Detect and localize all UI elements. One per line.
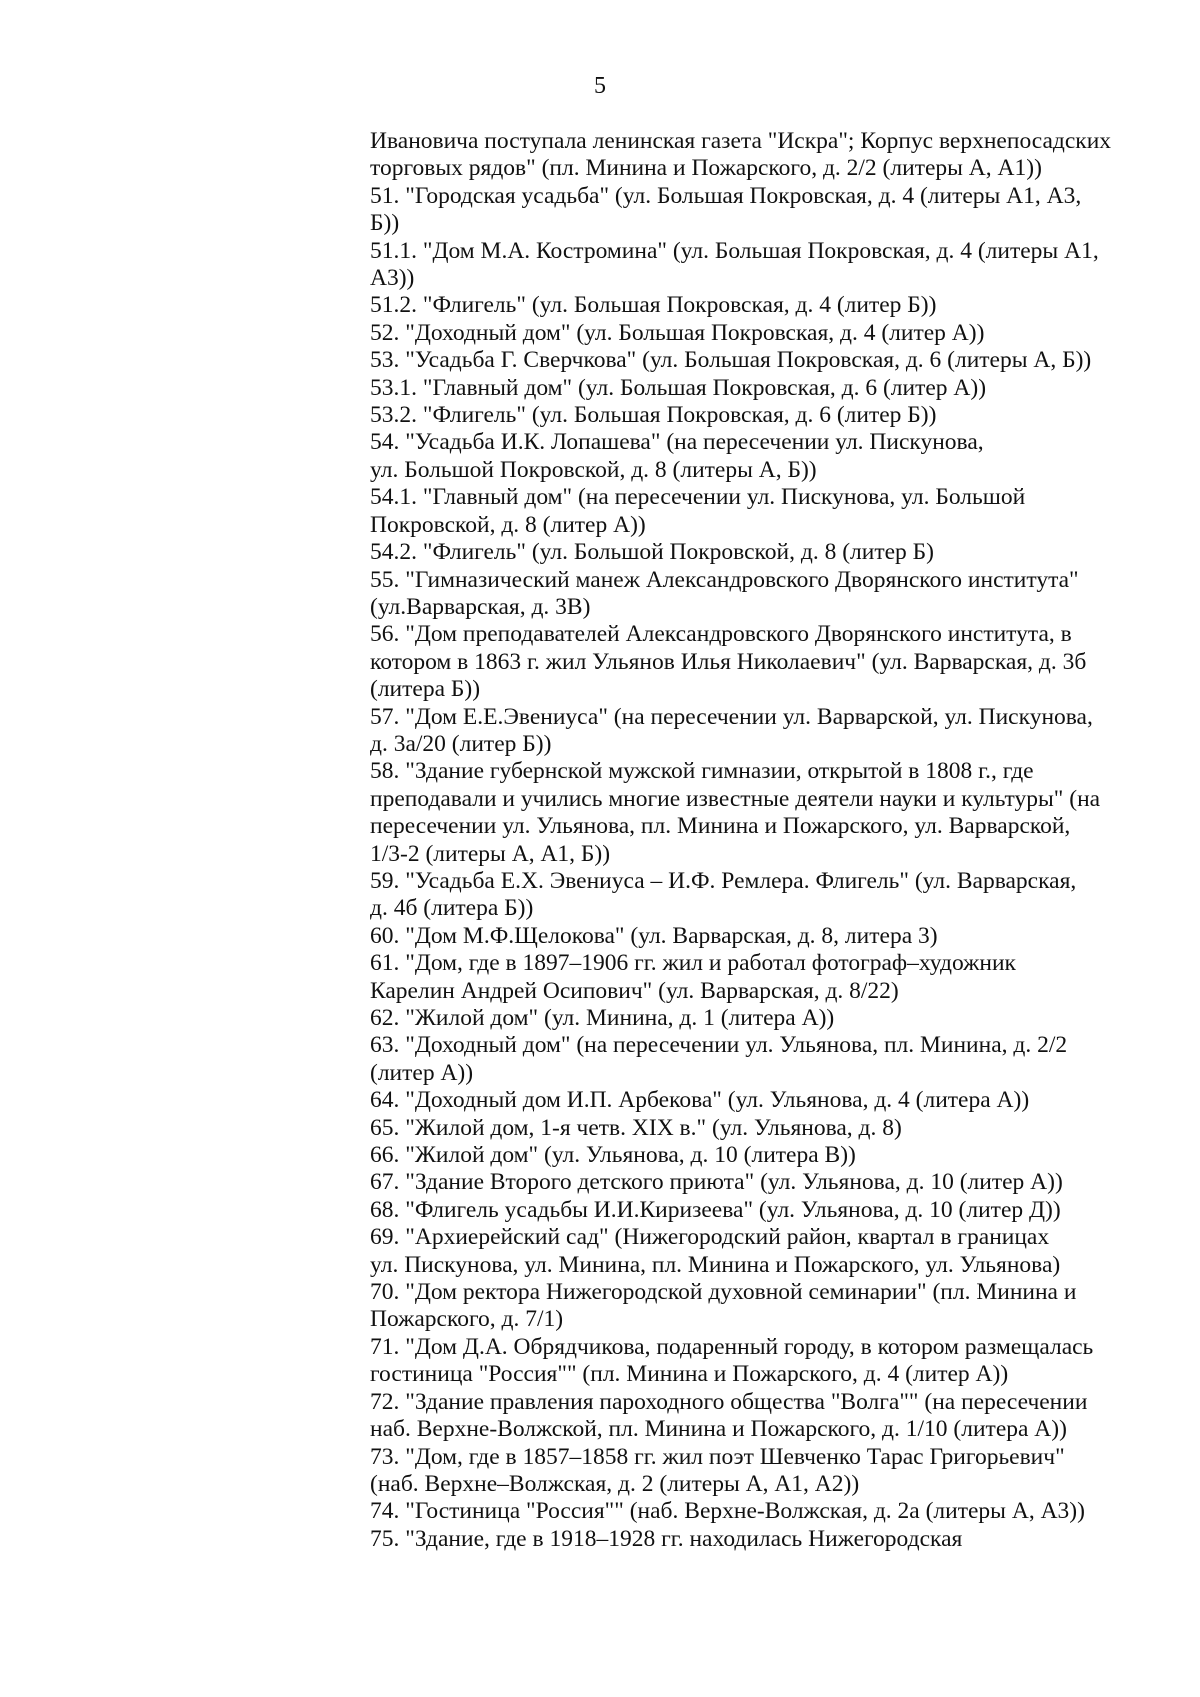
text-line: котором в 1863 г. жил Ульянов Илья Николаевич" (ул. Варварская, д. 3б bbox=[370, 648, 1087, 675]
text-line: 75. "Здание, где в 1918–1928 гг. находилась Нижегородская bbox=[370, 1525, 963, 1552]
text-line: 53.2. "Флигель" (ул. Большая Покровская, д. 6 (литер Б)) bbox=[370, 402, 937, 429]
text-line: 51. "Городская усадьба" (ул. Большая Покровская, д. 4 (литеры А1, А3, bbox=[370, 182, 1082, 209]
text-line: 68. "Флигель усадьбы И.И.Киризеева" (ул. Ульянова, д. 10 (литер Д)) bbox=[370, 1196, 1061, 1223]
text-line: 59. "Усадьба Е.Х. Эвениуса – И.Ф. Ремлера. Флигель" (ул. Варварская, bbox=[370, 867, 1077, 894]
text-line: 53.1. "Главный дом" (ул. Большая Покровская, д. 6 (литер А)) bbox=[370, 374, 987, 401]
text-line: Пожарского, д. 7/1) bbox=[370, 1306, 564, 1333]
text-line: 67. "Здание Второго детского приюта" (ул. Ульянова, д. 10 (литер А)) bbox=[370, 1169, 1063, 1196]
text-line: Покровской, д. 8 (литер А)) bbox=[370, 511, 646, 538]
text-line: 55. "Гимназический манеж Александровского Дворянского института" bbox=[370, 566, 1079, 593]
text-line: Б)) bbox=[370, 210, 400, 237]
text-line: преподавали и учились многие известные деятели науки и культуры" (на bbox=[370, 785, 1101, 812]
text-line: (ул.Варварская, д. 3В) bbox=[370, 593, 591, 620]
text-line: 66. "Жилой дом" (ул. Ульянова, д. 10 (литера В)) bbox=[370, 1142, 856, 1169]
text-line: 61. "Дом, где в 1897–1906 гг. жил и работал фотограф–художник bbox=[370, 950, 1016, 977]
text-line: 52. "Доходный дом" (ул. Большая Покровская, д. 4 (литер А)) bbox=[370, 319, 985, 346]
document-body bbox=[370, 128, 1145, 1553]
text-line: пересечении ул. Ульянова, пл. Минина и Пожарского, ул. Варварской, bbox=[370, 813, 1071, 840]
text-line: 74. "Гостиница "Россия"" (наб. Верхне-Волжская, д. 2а (литеры А, А3)) bbox=[370, 1498, 1085, 1525]
text-line: 53. "Усадьба Г. Сверчкова" (ул. Большая Покровская, д. 6 (литеры А, Б)) bbox=[370, 347, 1092, 374]
text-line: 56. "Дом преподавателей Александровского Дворянского института, в bbox=[370, 621, 1072, 648]
text-line: 60. "Дом М.Ф.Щелокова" (ул. Варварская, д. 8, литера 3) bbox=[370, 922, 938, 949]
text-line: 71. "Дом Д.А. Обрядчикова, подаренный городу, в котором размещалась bbox=[370, 1333, 1094, 1360]
text-line: 73. "Дом, где в 1857–1858 гг. жил поэт Шевченко Тарас Григорьевич" bbox=[370, 1443, 1065, 1470]
text-line: 72. "Здание правления пароходного общества "Волга"" (на пересечении bbox=[370, 1388, 1088, 1415]
text-line: д. 3а/20 (литер Б)) bbox=[370, 730, 552, 757]
text-line: 54.1. "Главный дом" (на пересечении ул. Пискунова, ул. Большой bbox=[370, 484, 1026, 511]
text-line: д. 4б (литера Б)) bbox=[370, 895, 534, 922]
text-line: (литер А)) bbox=[370, 1059, 474, 1086]
text-line: ул. Пискунова, ул. Минина, пл. Минина и Пожарского, ул. Ульянова) bbox=[370, 1251, 1061, 1278]
text-line: 58. "Здание губернской мужской гимназии, открытой в 1808 г., где bbox=[370, 758, 1034, 785]
text-line: 54.2. "Флигель" (ул. Большой Покровской, д. 8 (литер Б) bbox=[370, 539, 934, 566]
text-line: Карелин Андрей Осипович" (ул. Варварская, д. 8/22) bbox=[370, 977, 899, 1004]
text-line: 51.2. "Флигель" (ул. Большая Покровская, д. 4 (литер Б)) bbox=[370, 292, 937, 319]
text-line: 65. "Жилой дом, 1-я четв. XIX в." (ул. Ульянова, д. 8) bbox=[370, 1114, 902, 1141]
text-line: 57. "Дом Е.Е.Эвениуса" (на пересечении ул. Варварской, ул. Пискунова, bbox=[370, 703, 1093, 730]
page-number: 5 bbox=[594, 73, 606, 99]
text-line: Ивановича поступала ленинская газета "Искра"; Корпус верхнепосадских bbox=[370, 128, 1112, 154]
text-line: А3)) bbox=[370, 265, 415, 292]
text-line: гостиница "Россия"" (пл. Минина и Пожарского, д. 4 (литер А)) bbox=[370, 1361, 1009, 1388]
text-line: 63. "Доходный дом" (на пересечении ул. Ульянова, пл. Минина, д. 2/2 bbox=[370, 1032, 1068, 1059]
text-line: наб. Верхне-Волжской, пл. Минина и Пожарского, д. 1/10 (литера А)) bbox=[370, 1416, 1067, 1443]
text-line: 1/3-2 (литеры А, А1, Б)) bbox=[370, 840, 611, 867]
text-line: 51.1. "Дом М.А. Костромина" (ул. Большая Покровская, д. 4 (литеры А1, bbox=[370, 237, 1099, 264]
text-line: 69. "Архиерейский сад" (Нижегородский район, квартал в границах bbox=[370, 1224, 1050, 1251]
text-line: 62. "Жилой дом" (ул. Минина, д. 1 (литера А)) bbox=[370, 1005, 835, 1031]
text-line: (литера Б)) bbox=[370, 676, 481, 703]
text-line: (наб. Верхне–Волжская, д. 2 (литеры А, А1, А2)) bbox=[370, 1470, 860, 1497]
text-line: 70. "Дом ректора Нижегородской духовной семинарии" (пл. Минина и bbox=[370, 1279, 1077, 1306]
text-line: 54. "Усадьба И.К. Лопашева" (на пересечении ул. Пискунова, bbox=[370, 429, 984, 456]
text-line: торговых рядов" (пл. Минина и Пожарского, д. 2/2 (литеры А, А1)) bbox=[370, 155, 1042, 182]
text-line: 64. "Доходный дом И.П. Арбекова" (ул. Ульянова, д. 4 (литера А)) bbox=[370, 1087, 1030, 1114]
text-line: ул. Большой Покровской, д. 8 (литеры А, Б)) bbox=[370, 456, 817, 483]
